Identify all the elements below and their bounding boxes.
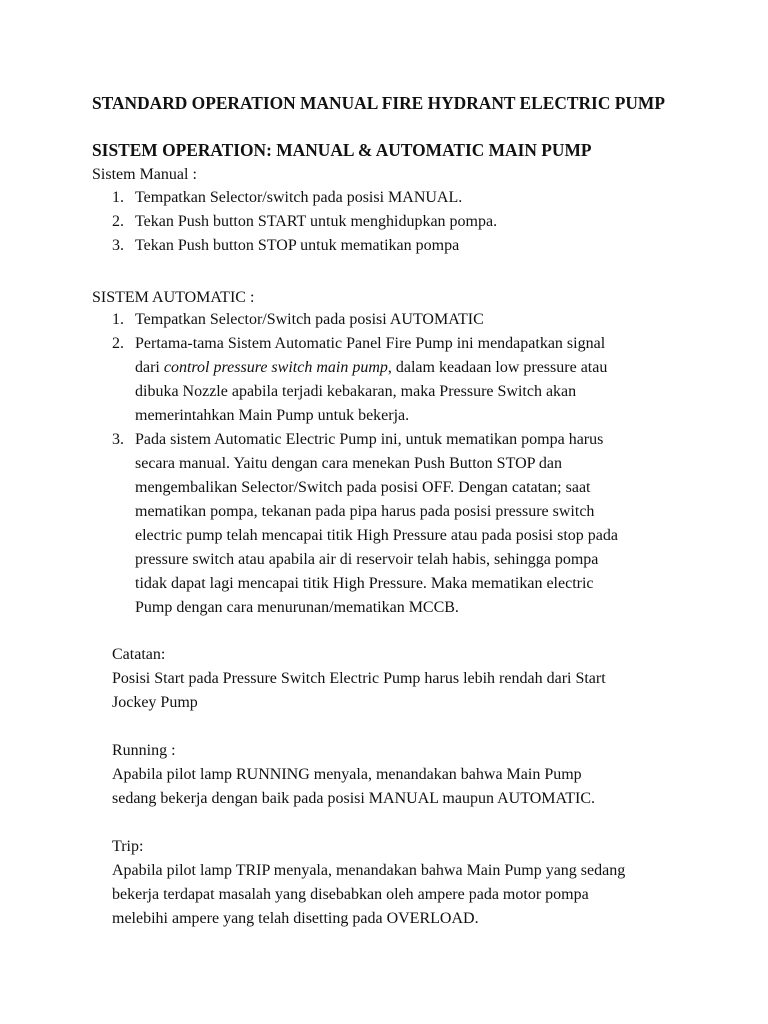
automatic-system-label: SISTEM AUTOMATIC : bbox=[92, 289, 255, 306]
trip-section bbox=[112, 835, 625, 931]
list-item-line: dibuka Nozzle apabila terjadi kebakaran, maka Pressure Switch akan bbox=[135, 383, 577, 400]
list-item-line: electric pump telah mencapai titik High Pressure atau pada posisi stop pada bbox=[135, 527, 618, 544]
list-item-text: dari bbox=[135, 359, 164, 376]
paragraph-line: sedang bekerja dengan baik pada posisi MANUAL maupun AUTOMATIC. bbox=[112, 790, 596, 807]
list-item-line: memerintahkan Main Pump untuk bekerja. bbox=[135, 407, 410, 424]
list-item-number: 2. bbox=[112, 335, 124, 352]
list-item-text: Tekan Push button START untuk menghidupkan pompa. bbox=[135, 213, 498, 230]
running-label: Running : bbox=[112, 742, 176, 759]
list-item-line: mematikan pompa, tekanan pada pipa harus pada posisi pressure switch bbox=[135, 503, 595, 520]
list-item bbox=[92, 186, 497, 210]
paragraph-line: Jockey Pump bbox=[112, 694, 198, 711]
list-item-line: Pada sistem Automatic Electric Pump ini, untuk mematikan pompa harus bbox=[135, 431, 604, 448]
list-item-number: 1. bbox=[112, 311, 124, 328]
list-item-line: tidak dapat lagi mencapai titik High Pressure. Maka mematikan electric bbox=[135, 575, 594, 592]
list-item-line: Pump dengan cara menurunan/mematikan MCCB. bbox=[135, 599, 459, 616]
section-heading: SISTEM OPERATION: MANUAL & AUTOMATIC MAIN PUMP bbox=[92, 140, 592, 160]
list-item bbox=[92, 210, 497, 234]
list-item-line: secara manual. Yaitu dengan cara menekan Push Button STOP dan bbox=[135, 455, 563, 472]
manual-steps-list bbox=[92, 186, 497, 258]
list-item bbox=[92, 428, 618, 620]
paragraph-line: Posisi Start pada Pressure Switch Electric Pump harus lebih rendah dari Start bbox=[112, 670, 606, 687]
list-item bbox=[92, 332, 618, 428]
paragraph-line: Apabila pilot lamp RUNNING menyala, menandakan bahwa Main Pump bbox=[112, 766, 582, 783]
catatan-section bbox=[112, 643, 606, 715]
list-item-number: 2. bbox=[112, 213, 124, 230]
list-item bbox=[92, 234, 497, 258]
list-item-line: Pertama-tama Sistem Automatic Panel Fire Pump ini mendapatkan signal bbox=[135, 335, 606, 352]
list-item-number: 3. bbox=[112, 431, 124, 448]
list-item bbox=[92, 308, 618, 332]
document-title: STANDARD OPERATION MANUAL FIRE HYDRANT ELECTRIC PUMP bbox=[92, 93, 665, 113]
manual-system-label: Sistem Manual : bbox=[92, 166, 197, 183]
paragraph-line: bekerja terdapat masalah yang disebabkan oleh ampere pada motor pompa bbox=[112, 886, 589, 903]
list-item-line: pressure switch atau apabila air di reservoir telah habis, sehingga pompa bbox=[135, 551, 599, 568]
list-item-text: Tekan Push button STOP untuk mematikan pompa bbox=[135, 237, 460, 254]
automatic-steps-list bbox=[92, 308, 618, 620]
paragraph-line: melebihi ampere yang telah disetting pada OVERLOAD. bbox=[112, 910, 479, 927]
list-item-text: Tempatkan Selector/switch pada posisi MANUAL. bbox=[135, 189, 463, 206]
list-item-number: 3. bbox=[112, 237, 124, 254]
list-item-line: mengembalikan Selector/Switch pada posisi OFF. Dengan catatan; saat bbox=[135, 479, 591, 496]
list-item-text: Tempatkan Selector/Switch pada posisi AUTOMATIC bbox=[135, 311, 484, 328]
trip-label: Trip: bbox=[112, 838, 144, 855]
paragraph-line: Apabila pilot lamp TRIP menyala, menandakan bahwa Main Pump yang sedang bbox=[112, 862, 626, 879]
list-item-text: , dalam keadaan low pressure atau bbox=[387, 359, 608, 376]
list-item-number: 1. bbox=[112, 189, 124, 206]
list-item-line bbox=[135, 356, 618, 380]
italic-term: control pressure switch main pump bbox=[163, 359, 388, 376]
catatan-label: Catatan: bbox=[112, 646, 166, 663]
running-section bbox=[112, 739, 595, 811]
